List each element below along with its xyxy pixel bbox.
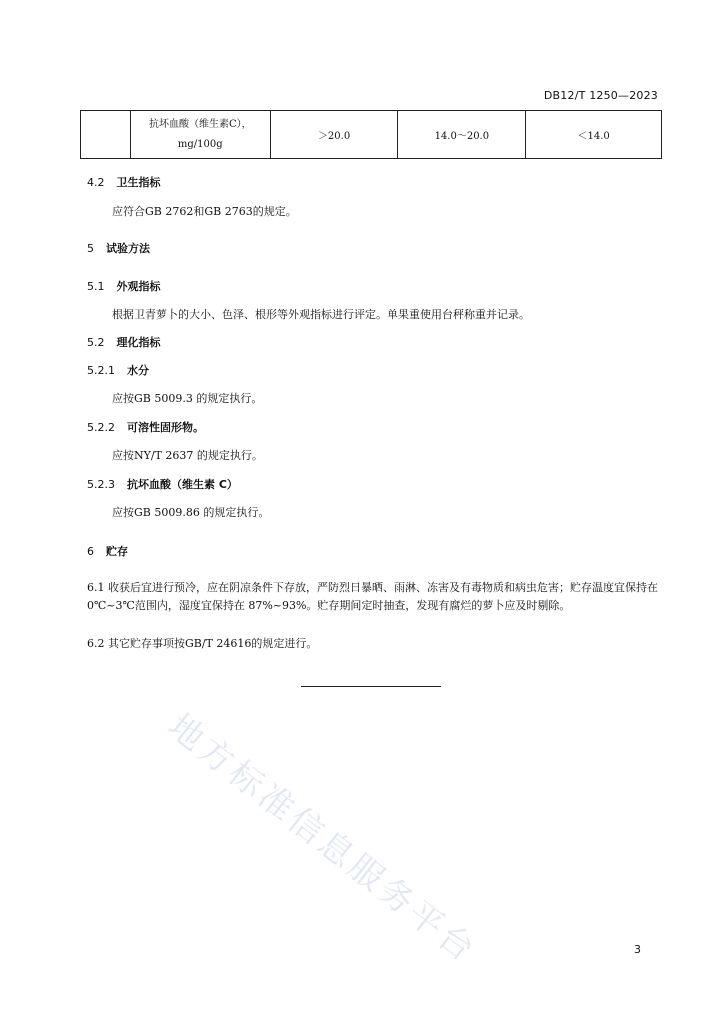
table-cell-grade-3: ＜14.0	[526, 111, 662, 159]
section-number: 5.2.1	[87, 364, 115, 377]
section-5-2-2-text: 应按NY/T 2637 的规定执行。	[112, 449, 263, 462]
section-6-2-text: 6.2 其它贮存事项按GB/T 24616的规定进行。	[87, 637, 318, 650]
section-6-heading	[87, 543, 128, 559]
section-number: 4.2	[87, 176, 105, 189]
table-cell-grade-2: 14.0～20.0	[398, 111, 526, 159]
section-number: 5.2.3	[87, 478, 115, 491]
table-cell-grade-1: ＞20.0	[270, 111, 398, 159]
document-id: DB12/T 1250—2023	[543, 89, 658, 102]
section-number: 5.2	[87, 336, 105, 349]
table-cell-empty	[81, 111, 131, 159]
section-number: 5.2.2	[87, 421, 115, 434]
label-line-2: mg/100g	[177, 138, 223, 150]
section-title: 水分	[127, 364, 149, 377]
section-5-2-3-text: 应按GB 5009.86 的规定执行。	[112, 506, 270, 519]
section-5-2-1-text: 应按GB 5009.3 的规定执行。	[112, 392, 263, 405]
section-4-2-text: 应符合GB 2762和GB 2763的规定。	[112, 205, 297, 218]
section-4-2-heading	[87, 174, 161, 190]
section-number: 5	[87, 242, 94, 255]
end-rule	[301, 686, 441, 687]
grade-table	[80, 110, 662, 159]
section-title: 可溶性固形物。	[127, 421, 204, 434]
section-title: 贮存	[106, 545, 128, 558]
section-5-2-3-heading	[87, 476, 238, 492]
section-5-2-2-heading	[87, 419, 204, 435]
section-5-2-1-heading	[87, 362, 149, 378]
label-line-1: 抗坏血酸（维生素C），	[148, 118, 252, 130]
table-cell-label	[130, 111, 270, 159]
section-6-1-text: 6.1 收获后宜进行预冷，应在阴凉条件下存放，严防烈日暴晒、雨淋、冻害及有毒物质和病虫危害；贮存温度宜保持在 0℃~3℃范围内，湿度宜保持在 87%~93%。贮存期间定时抽查，发现有腐烂的萝卜应及时剔除。	[87, 581, 658, 612]
section-5-heading	[87, 240, 150, 256]
section-title: 外观指标	[116, 280, 161, 293]
page-number: 3	[634, 943, 641, 956]
section-title: 抗坏血酸（维生素 C）	[127, 478, 238, 491]
section-5-1-text: 根据卫青萝卜的大小、色泽、根形等外观指标进行评定。单果重使用台秤称重并记录。	[112, 308, 530, 321]
section-title: 卫生指标	[116, 176, 161, 189]
watermark: 地方标准信息服务平台	[160, 706, 485, 972]
table-row	[81, 111, 662, 159]
section-title: 试验方法	[106, 242, 150, 255]
section-5-2-heading	[87, 334, 161, 350]
section-number: 5.1	[87, 280, 105, 293]
section-5-1-heading	[87, 278, 161, 294]
section-number: 6	[87, 545, 94, 558]
section-title: 理化指标	[116, 336, 161, 349]
